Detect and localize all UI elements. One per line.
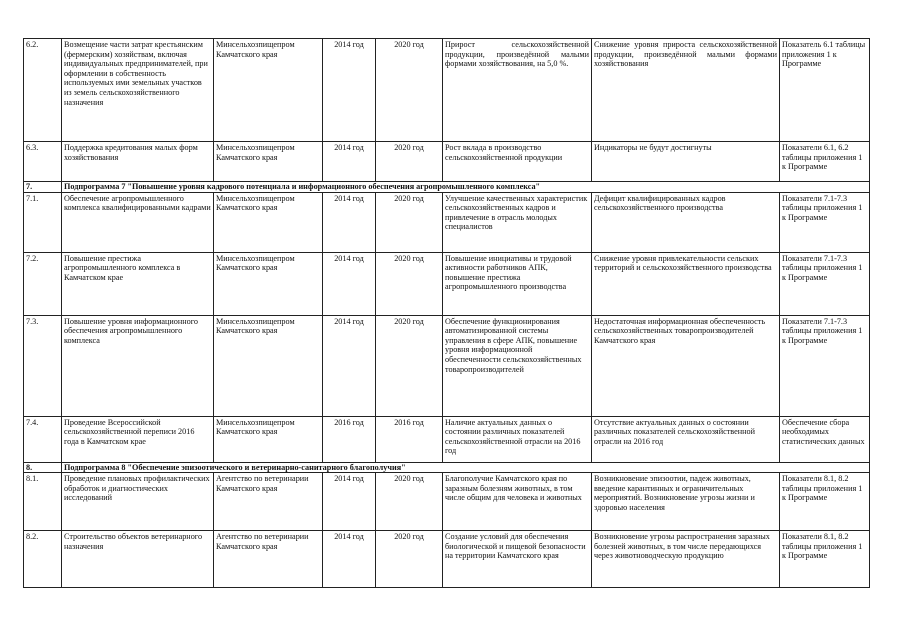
row-number: 6.2. — [24, 39, 62, 142]
measure-cell: Повышение престижа агропромышленного комплекса в Камчатском крае — [62, 252, 214, 315]
result-cell: Наличие актуальных данных о состоянии различных показателей сельскохозяйственной отрасли на 2016 год — [443, 416, 592, 462]
subprogram-title: Подпрограмма 8 "Обеспечение эпизоотического и ветеринарно-санитарного благополучия" — [62, 462, 870, 473]
executor-cell: Минсельхозпищепром Камчатского края — [214, 315, 323, 416]
executor-cell: Минсельхозпищепром Камчатского края — [214, 39, 323, 142]
consequence-cell: Недостаточная информационная обеспеченность сельскохозяйственных товаропроизводителей Камчатского края — [592, 315, 780, 416]
indicator-cell: Показатели 7.1-7.3 таблицы приложения 1 к Программе — [780, 315, 870, 416]
subprogram-title: Подпрограмма 7 "Повышение уровня кадрового потенциала и информационного обеспечения агропромышленного комплекса" — [62, 182, 870, 193]
indicator-cell: Показатель 6.1 таблицы приложения 1 к Программе — [780, 39, 870, 142]
start-year-cell: 2014 год — [323, 39, 376, 142]
consequence-cell: Возникновение угрозы распространения заразных болезней животных, в том числе передающихся через животноводческую продукцию — [592, 531, 780, 588]
consequence-cell: Снижение уровня привлекательности сельских территорий и сельскохозяйственного производства — [592, 252, 780, 315]
subprogram-number: 8. — [24, 462, 62, 473]
result-cell: Создание условий для обеспечения биологической и пищевой безопасности на территории Камчатского края — [443, 531, 592, 588]
indicator-cell: Показатели 8.1, 8.2 таблицы приложения 1 к Программе — [780, 473, 870, 531]
end-year-cell: 2020 год — [376, 473, 443, 531]
subprogram-row — [24, 182, 870, 193]
measure-cell: Возмещение части затрат крестьянским (фермерским) хозяйствам, включая индивидуальных предпринимателей, при оформлении в собственность используемых ими земельных участков из земель сельскохозяйственного назначения — [62, 39, 214, 142]
end-year-cell: 2020 год — [376, 142, 443, 182]
measure-cell: Обеспечение агропромышленного комплекса квалифицированными кадрами — [62, 192, 214, 252]
indicator-cell: Показатели 8.1, 8.2 таблицы приложения 1 к Программе — [780, 531, 870, 588]
row-number: 6.3. — [24, 142, 62, 182]
start-year-cell: 2014 год — [323, 531, 376, 588]
start-year-cell: 2016 год — [323, 416, 376, 462]
table-row — [24, 416, 870, 462]
end-year-cell: 2020 год — [376, 252, 443, 315]
indicator-cell: Показатели 7.1-7.3 таблицы приложения 1 к Программе — [780, 252, 870, 315]
executor-cell: Минсельхозпищепром Камчатского края — [214, 252, 323, 315]
end-year-cell: 2020 год — [376, 315, 443, 416]
table-row — [24, 315, 870, 416]
table-row — [24, 252, 870, 315]
consequence-cell: Индикаторы не будут достигнуты — [592, 142, 780, 182]
end-year-cell: 2020 год — [376, 531, 443, 588]
table-row — [24, 39, 870, 142]
executor-cell: Минсельхозпищепром Камчатского края — [214, 142, 323, 182]
consequence-cell: Отсутствие актуальных данных о состоянии различных показателей сельскохозяйственной отрасли на 2016 год — [592, 416, 780, 462]
subprogram-row — [24, 462, 870, 473]
start-year-cell: 2014 год — [323, 473, 376, 531]
row-number: 8.2. — [24, 531, 62, 588]
table-row — [24, 142, 870, 182]
measure-cell: Строительство объектов ветеринарного назначения — [62, 531, 214, 588]
start-year-cell: 2014 год — [323, 252, 376, 315]
consequence-cell: Дефицит квалифицированных кадров сельскохозяйственного производства — [592, 192, 780, 252]
indicator-cell: Показатели 7.1-7.3 таблицы приложения 1 к Программе — [780, 192, 870, 252]
end-year-cell: 2020 год — [376, 39, 443, 142]
table-row — [24, 192, 870, 252]
consequence-cell: Снижение уровня прироста сельскохозяйственной продукции, произведённой малыми формами хозяйствования — [592, 39, 780, 142]
start-year-cell: 2014 год — [323, 315, 376, 416]
program-table — [23, 38, 870, 588]
row-number: 7.4. — [24, 416, 62, 462]
start-year-cell: 2014 год — [323, 192, 376, 252]
end-year-cell: 2016 год — [376, 416, 443, 462]
executor-cell: Агентство по ветеринарии Камчатского края — [214, 531, 323, 588]
executor-cell: Агентство по ветеринарии Камчатского края — [214, 473, 323, 531]
table-row — [24, 531, 870, 588]
row-number: 7.1. — [24, 192, 62, 252]
row-number: 8.1. — [24, 473, 62, 531]
measure-cell: Проведение Всероссийской сельскохозяйственной переписи 2016 года в Камчатском крае — [62, 416, 214, 462]
result-cell: Благополучие Камчатского края по заразным болезням животных, в том числе общим для человека и животных — [443, 473, 592, 531]
result-cell: Прирост сельскохозяйственной продукции, произведённой малыми формами хозяйствования, на 5,0 %. — [443, 39, 592, 142]
measure-cell: Поддержка кредитования малых форм хозяйствования — [62, 142, 214, 182]
measure-cell: Повышение уровня информационного обеспечения агропромышленного комплекса — [62, 315, 214, 416]
result-cell: Повышение инициативы и трудовой активности работников АПК, повышение престижа агропромышленного производства — [443, 252, 592, 315]
row-number: 7.2. — [24, 252, 62, 315]
indicator-cell: Показатели 6.1, 6.2 таблицы приложения 1 к Программе — [780, 142, 870, 182]
consequence-cell: Возникновение эпизоотии, падеж животных, введение карантинных и ограничительных мероприятий. Возникновение угрозы жизни и здоровью населения — [592, 473, 780, 531]
executor-cell: Минсельхозпищепром Камчатского края — [214, 416, 323, 462]
end-year-cell: 2020 год — [376, 192, 443, 252]
result-cell: Обеспечение функционирования автоматизированной системы управления в сфере АПК, повышение уровня информационной обеспеченности сельскохозяйственных товаропроизводителей — [443, 315, 592, 416]
row-number: 7.3. — [24, 315, 62, 416]
executor-cell: Минсельхозпищепром Камчатского края — [214, 192, 323, 252]
indicator-cell: Обеспечение сбора необходимых статистических данных — [780, 416, 870, 462]
subprogram-number: 7. — [24, 182, 62, 193]
result-cell: Рост вклада в производство сельскохозяйственной продукции — [443, 142, 592, 182]
table-row — [24, 473, 870, 531]
result-cell: Улучшение качественных характеристик сельскохозяйственных кадров и привлечение в отрасль молодых специалистов — [443, 192, 592, 252]
measure-cell: Проведение плановых профилактических обработок и диагностических исследований — [62, 473, 214, 531]
start-year-cell: 2014 год — [323, 142, 376, 182]
